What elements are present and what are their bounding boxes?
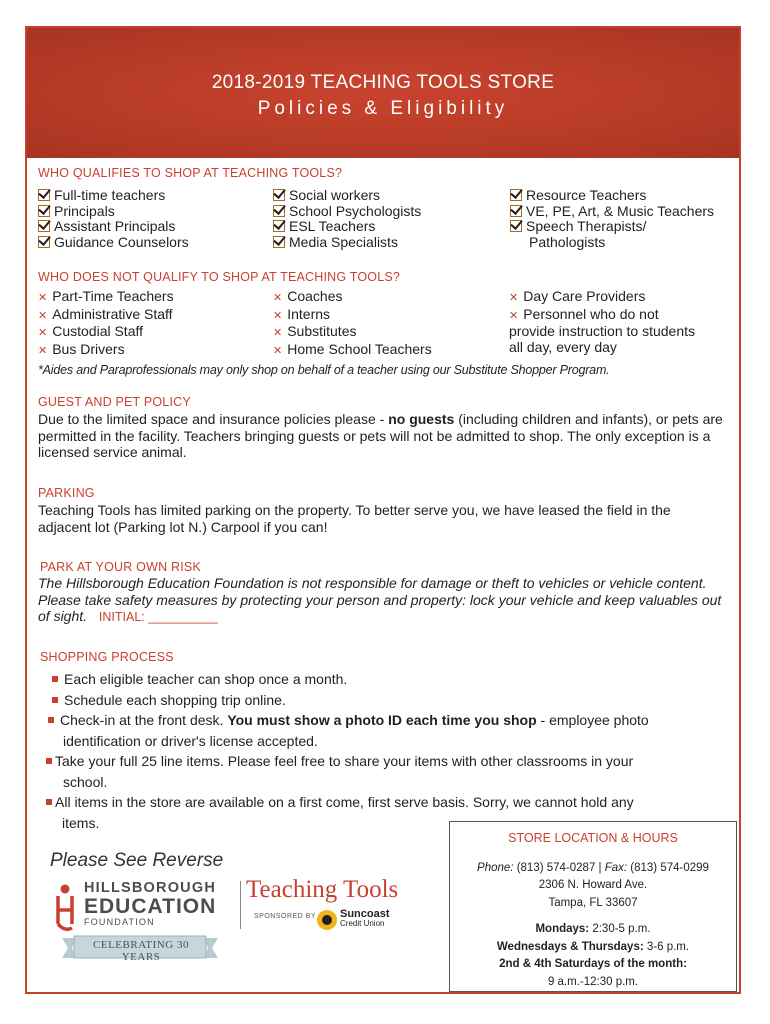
not-qualify-col-3 [509, 289, 695, 355]
hours-line-3: 2nd & 4th Saturdays of the month: [499, 958, 687, 970]
store-heading: STORE LOCATION & HOURS [508, 831, 678, 845]
qualifies-col-2 [273, 188, 421, 250]
teaching-tools-logo: Teaching Tools [246, 876, 399, 903]
checkbox-icon [38, 220, 50, 232]
list-item: Full-time teachers [38, 188, 189, 204]
risk-text: The Hillsborough Education Foundation is not responsible for damage or theft to vehicles or vehicle content. Please take safety measures by protecting your person and property: lock your vehicle and keep valuables out of sight. INITIAL: __________ [38, 575, 722, 624]
x-mark-icon: ✕ [38, 327, 48, 339]
foundation-logo-icon [54, 884, 76, 934]
list-item: Speech Therapists/ [510, 219, 714, 235]
list-item: school. [63, 773, 108, 790]
qualifies-col-1 [38, 188, 189, 250]
list-item: ✕ Substitutes [273, 323, 357, 339]
anniversary-text: CELEBRATING 30 YEARS [93, 939, 189, 963]
hours-line-1: Mondays: 2:30-5 p.m. [535, 923, 651, 935]
x-mark-icon: ✕ [273, 344, 283, 357]
banner-title: 2018-2019 TEACHING TOOLS STORE [211, 72, 555, 93]
list-item: ✕ Day Care Providers [509, 288, 646, 304]
list-item: ✕ Personnel who do not [509, 305, 659, 322]
list-item: Guidance Counselors [38, 235, 189, 251]
list-item: Check-in at the front desk. You must show a photo ID each time you shop - employee photo [48, 710, 728, 731]
bullet-icon [46, 799, 52, 805]
list-item: ✕ Part-Time Teachers [38, 288, 174, 304]
hours-line-2: Wednesdays & Thursdays: 3-6 p.m. [496, 940, 690, 953]
checkbox-icon [38, 205, 50, 217]
not-qualify-heading: WHO DOES NOT QUALIFY TO SHOP AT TEACHING TOOLS? [38, 270, 401, 284]
list-item: ✕ Bus Drivers [38, 340, 125, 357]
checkbox-icon [38, 189, 50, 201]
list-item: Take your full 25 line items. Please feel free to share your items with other classrooms in your [46, 751, 728, 772]
list-item: VE, PE, Art, & Music Teachers [510, 204, 714, 220]
sponsored-by-label: SPONSORED BY [254, 913, 317, 920]
shopping-list [48, 669, 728, 833]
initial-field[interactable]: INITIAL: __________ [98, 610, 218, 624]
x-mark-icon: ✕ [509, 292, 519, 304]
list-item: identification or driver's license accepted. [63, 732, 318, 749]
checkbox-icon [273, 205, 285, 217]
address-line-1: 2306 N. Howard Ave. [538, 879, 648, 891]
bullet-icon [52, 676, 58, 682]
parking-heading: PARKING [38, 486, 95, 500]
x-mark-icon: ✕ [273, 309, 283, 322]
foundation-wordmark: HILLSBOROUGH EDUCATION FOUNDATION [84, 880, 217, 927]
suncoast-logo: Suncoast Credit Union [340, 908, 390, 928]
checkbox-icon [510, 189, 522, 201]
store-info-box [449, 821, 737, 992]
list-item: Pathologists [529, 233, 606, 250]
list-item: Each eligible teacher can shop once a month. [48, 669, 728, 690]
aides-note: *Aides and Paraprofessionals may only shop on behalf of a teacher using our Substitute Shopper Program. [38, 363, 610, 377]
list-item: Schedule each shopping trip online. [48, 690, 728, 711]
guest-heading: GUEST AND PET POLICY [38, 395, 191, 409]
checkbox-icon [510, 220, 522, 232]
contact-line: Phone: (813) 574-0287 | Fax: (813) 574-0299 [477, 861, 709, 874]
not-qualify-col-2 [273, 289, 432, 359]
x-mark-icon: ✕ [38, 292, 48, 304]
checkbox-icon [38, 236, 50, 248]
guest-text: Due to the limited space and insurance policies please - no guests (including children and infants), or pets are permitted in the facility. Teachers bringing guests or pets will not be admitted to shop. The only exception is a licensed service animal. [38, 411, 723, 460]
list-item: all day, every day [509, 338, 617, 355]
x-mark-icon: ✕ [38, 344, 48, 357]
list-item: ESL Teachers [273, 219, 421, 235]
logo-divider [240, 881, 241, 929]
parking-text: Teaching Tools has limited parking on the property. To better serve you, we have leased the field in the adjacent lot (Parking lot N.) Carpool if you can! [38, 502, 671, 535]
x-mark-icon: ✕ [273, 327, 283, 339]
checkbox-icon [273, 220, 285, 232]
risk-heading: PARK AT YOUR OWN RISK [40, 560, 201, 574]
list-item: ✕ Administrative Staff [38, 305, 173, 322]
x-mark-icon: ✕ [509, 309, 519, 322]
list-item: Social workers [273, 188, 421, 204]
qualifies-heading: WHO QUALIFIES TO SHOP AT TEACHING TOOLS? [38, 166, 343, 180]
shopping-heading: SHOPPING PROCESS [40, 650, 174, 664]
header-banner [27, 28, 739, 158]
checkbox-icon [273, 236, 285, 248]
list-item: ✕ Home School Teachers [273, 340, 432, 357]
list-item: ✕ Coaches [273, 288, 343, 304]
sun-icon [316, 909, 338, 931]
not-qualify-col-1 [38, 289, 174, 359]
checkbox-icon [273, 189, 285, 201]
qualifies-col-3 [510, 188, 714, 250]
list-item: ✕ Interns [273, 305, 331, 322]
list-item: ✕ Custodial Staff [38, 323, 144, 339]
list-item: provide instruction to students [509, 323, 695, 339]
x-mark-icon: ✕ [38, 309, 48, 322]
banner-subtitle: Policies & Eligibility [257, 98, 509, 119]
bullet-icon [52, 697, 58, 703]
list-item: items. [62, 814, 100, 831]
x-mark-icon: ✕ [273, 292, 283, 304]
bullet-icon [46, 758, 52, 764]
address-line-2: Tampa, FL 33607 [548, 896, 638, 909]
list-item: Resource Teachers [510, 188, 714, 204]
hours-line-4: 9 a.m.-12:30 p.m. [547, 975, 639, 988]
bullet-icon [48, 717, 54, 723]
list-item: Assistant Principals [38, 219, 189, 235]
list-item: All items in the store are available on a first come, first serve basis. Sorry, we cannot hold any [46, 792, 728, 813]
list-item: Principals [38, 204, 189, 220]
list-item: Media Specialists [273, 235, 421, 251]
checkbox-icon [510, 205, 522, 217]
list-item: School Psychologists [273, 204, 421, 220]
please-see-reverse: Please See Reverse [50, 850, 224, 871]
